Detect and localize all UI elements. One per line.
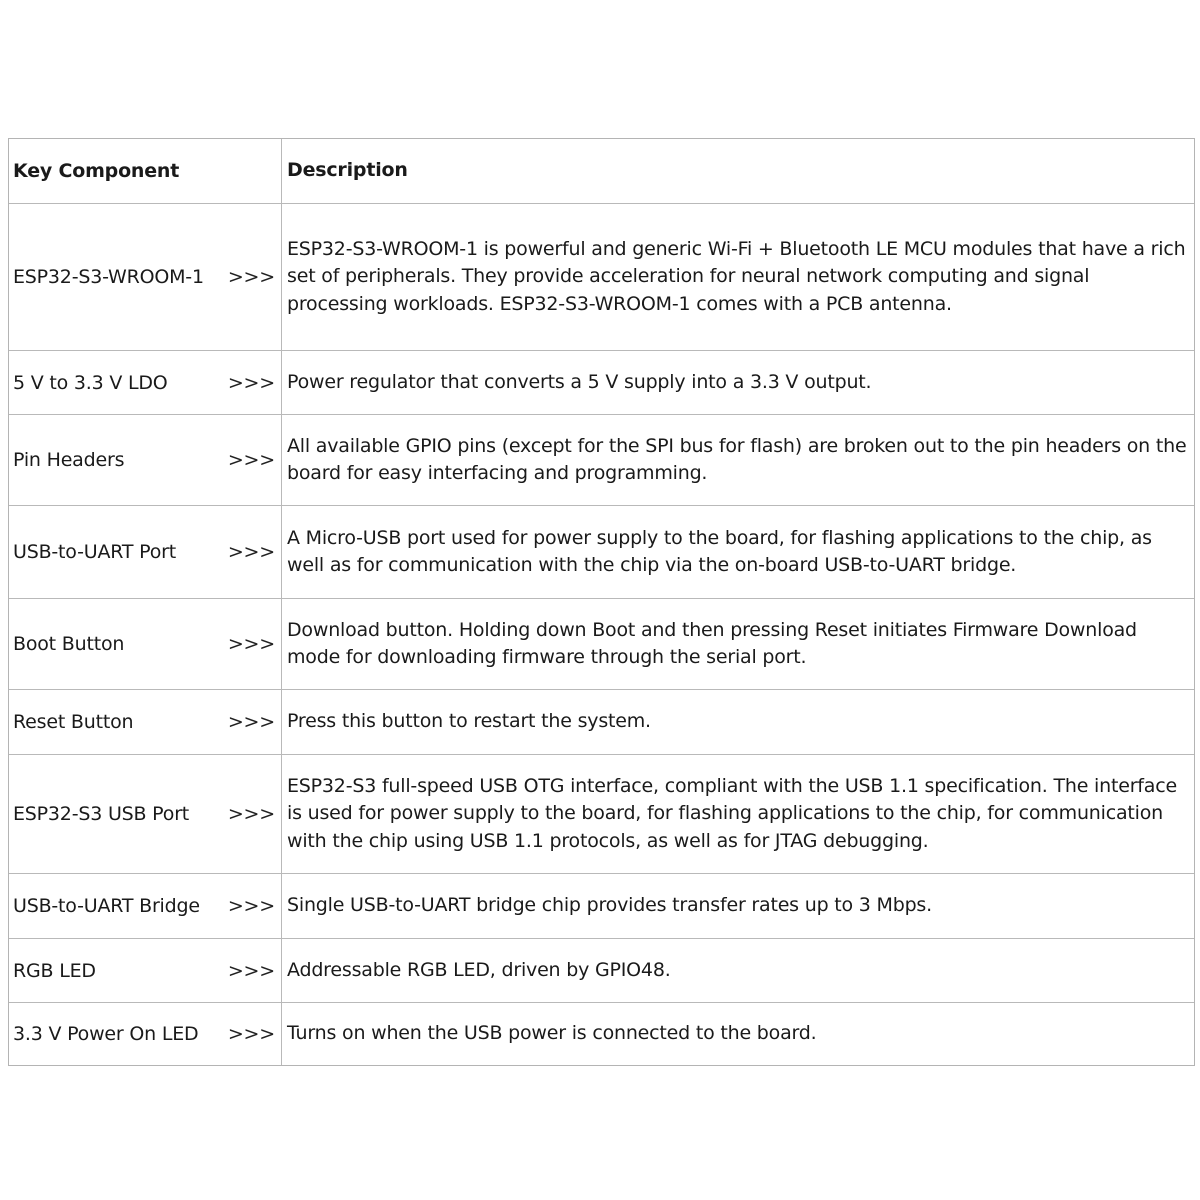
table-row — [9, 598, 1194, 689]
table-row — [9, 689, 1194, 754]
header-key-component: Key Component — [9, 139, 282, 203]
component-cell — [9, 351, 282, 414]
arrow-icon: >>> — [227, 371, 275, 394]
component-cell — [9, 690, 282, 754]
component-name: RGB LED — [13, 959, 96, 982]
description-cell: Addressable RGB LED, driven by GPIO48. — [287, 958, 671, 981]
component-name: USB-to-UART Port — [13, 541, 176, 563]
table-row — [9, 873, 1194, 938]
arrow-icon: >>> — [227, 633, 275, 655]
table-row — [9, 505, 1194, 598]
table-row — [9, 203, 1194, 350]
arrow-icon: >>> — [227, 541, 275, 563]
arrow-icon: >>> — [227, 895, 275, 917]
table-header-row — [9, 139, 1194, 203]
table-row — [9, 938, 1194, 1002]
arrow-icon: >>> — [227, 449, 275, 471]
component-cell — [9, 1003, 282, 1065]
component-cell — [9, 415, 282, 505]
description-cell: Turns on when the USB power is connected to the board. — [287, 1022, 817, 1045]
description-cell: Single USB-to-UART bridge chip provides transfer rates up to 3 Mbps. — [287, 894, 932, 917]
component-name: Reset Button — [13, 711, 134, 733]
component-cell — [9, 506, 282, 598]
arrow-icon: >>> — [227, 959, 275, 982]
component-cell — [9, 755, 282, 873]
description-cell: Press this button to restart the system. — [287, 710, 651, 733]
component-name: 5 V to 3.3 V LDO — [13, 371, 168, 394]
component-cell — [9, 204, 282, 350]
arrow-icon: >>> — [227, 803, 275, 825]
header-description: Description — [287, 159, 408, 182]
table-row — [9, 754, 1194, 873]
component-table — [8, 138, 1195, 1066]
description-cell: Power regulator that converts a 5 V supply into a 3.3 V output. — [287, 370, 872, 393]
description-cell: ESP32-S3 full-speed USB OTG interface, compliant with the USB 1.1 specification. The interface is used for power supply to the board, for flashing applications to the chip, for communication with the chip using USB 1.1 protocols, as well as for JTAG debugging. — [287, 774, 1177, 852]
component-name: Boot Button — [13, 633, 125, 655]
component-name: ESP32-S3 USB Port — [13, 803, 190, 825]
component-cell — [9, 599, 282, 689]
table-row — [9, 1002, 1194, 1065]
component-name: ESP32-S3-WROOM-1 — [13, 266, 204, 288]
description-cell: All available GPIO pins (except for the SPI bus for flash) are broken out to the pin headers on the board for easy interfacing and programming. — [287, 434, 1187, 484]
component-name: USB-to-UART Bridge — [13, 895, 200, 917]
arrow-icon: >>> — [227, 266, 275, 288]
description-cell: Download button. Holding down Boot and then pressing Reset initiates Firmware Download mode for downloading firmware through the serial port. — [287, 618, 1137, 668]
arrow-icon: >>> — [227, 1023, 275, 1045]
component-cell — [9, 939, 282, 1002]
component-name: Pin Headers — [13, 449, 125, 471]
description-cell: A Micro-USB port used for power supply to the board, for flashing applications to the chip, as well as for communication with the chip via the on-board USB-to-UART bridge. — [287, 526, 1152, 576]
description-cell: ESP32-S3-WROOM-1 is powerful and generic Wi-Fi + Bluetooth LE MCU modules that have a rich set of peripherals. They provide acceleration for neural network computing and signal processing workloads. ESP32-S3-WROOM-1 comes with a PCB antenna. — [287, 237, 1186, 315]
arrow-icon: >>> — [227, 711, 275, 733]
component-name: 3.3 V Power On LED — [13, 1023, 199, 1045]
table-row — [9, 414, 1194, 505]
table-row — [9, 350, 1194, 414]
component-cell — [9, 874, 282, 938]
